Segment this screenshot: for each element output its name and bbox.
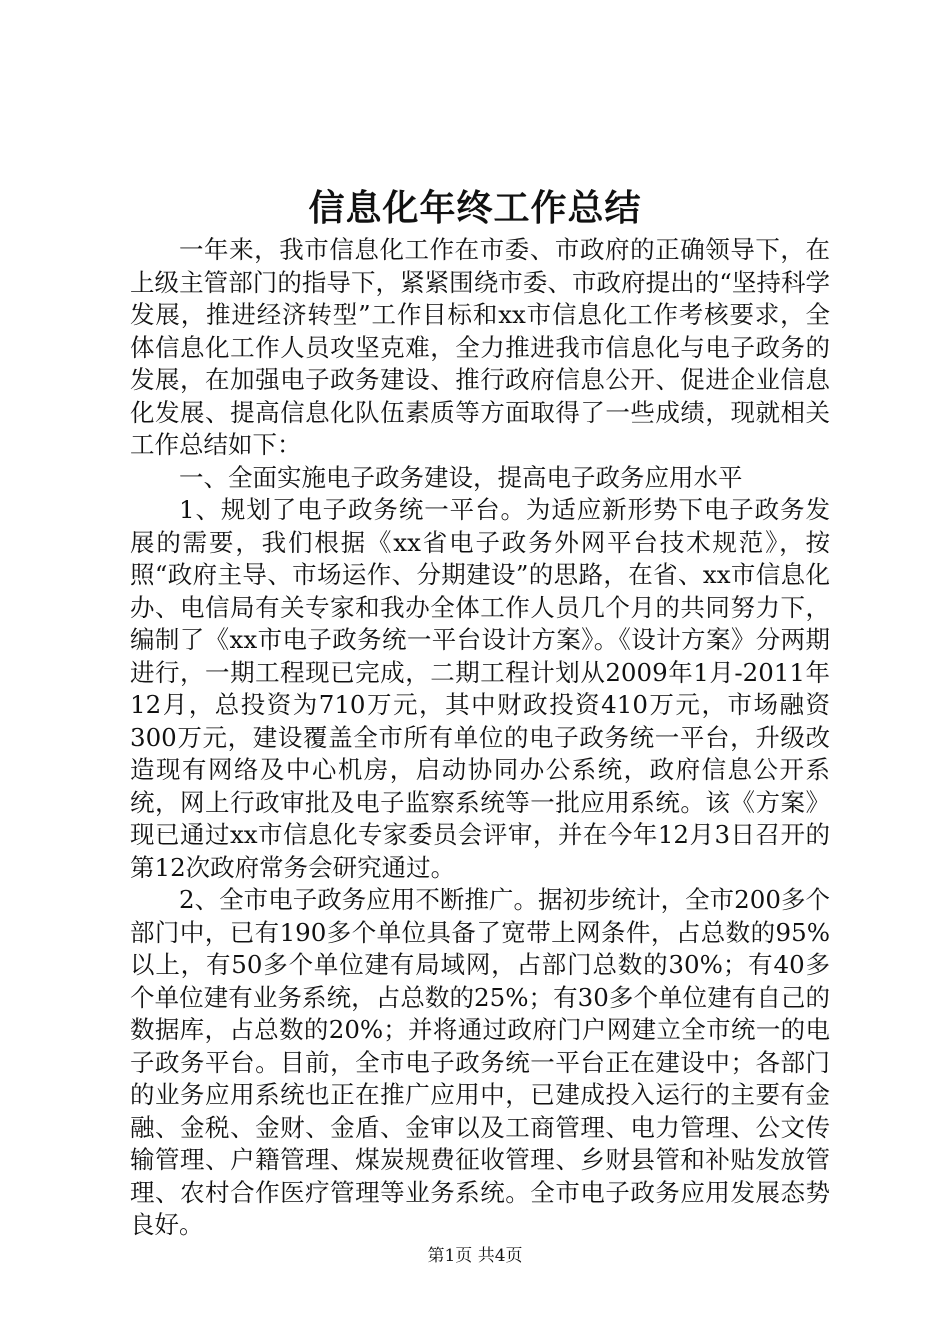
paragraph-intro: 一年来，我市信息化工作在市委、市政府的正确领导下，在上级主管部门的指导下，紧紧围绕市委、市政府提出的“坚持科学发展，推进经济转型”工作目标和xx市信息化工作考核要求，全体信息化工作人员攻坚克难，全力推进我市信息化与电子政务的发展，在加强电子政务建设、推行政府信息公开、促进企业信息化发展、提高信息化队伍素质等方面取得了一些成绩，现就相关工作总结如下： [130, 235, 830, 459]
paragraph-item-2: 2、全市电子政务应用不断推广。据初步统计，全市200多个部门中，已有190多个单位具备了宽带上网条件，占总数的95%以上，有50多个单位建有局域网，占部门总数的30%；有40多个单位建有业务系统，占总数的25%；有30多个单位建有自己的数据库，占总数的20%；并将通过政府门户网建立全市统一的电子政务平台。目前，全市电子政务统一平台正在建设中；各部门的业务应用系统也正在推广应用中，已建成投入运行的主要有金融、金税、金财、金盾、金审以及工商管理、电力管理、公文传输管理、户籍管理、煤炭规费征收管理、乡财县管和补贴发放管理、农村合作医疗管理等业务系统。全市电子政务应用发展态势良好。 [130, 885, 830, 1239]
section-heading-1: 一、全面实施电子政务建设，提高电子政务应用水平 [179, 462, 743, 492]
page-number-footer: 第1页 共4页 [427, 1246, 523, 1266]
document-body [130, 234, 830, 1242]
paragraph-item-1: 1、规划了电子政务统一平台。为适应新形势下电子政务发展的需要，我们根据《xx省电子政务外网平台技术规范》，按照“政府主导、市场运作、分期建设”的思路，在省、xx市信息化办、电信局有关专家和我办全体工作人员几个月的共同努力下，编制了《xx市电子政务统一平台设计方案》。《设计方案》分两期进行，一期工程现已完成，二期工程计划从2009年1月-2011年12月，总投资为710万元，其中财政投资410万元，市场融资300万元，建设覆盖全市所有单位的电子政务统一平台，升级改造现有网络及中心机房，启动协同办公系统，政府信息公开系统，网上行政审批及电子监察系统等一批应用系统。该《方案》现已通过xx市信息化专家委员会评审，并在今年12月3日召开的第12次政府常务会研究通过。 [130, 495, 830, 882]
document-title: 信息化年终工作总结 [308, 187, 642, 229]
